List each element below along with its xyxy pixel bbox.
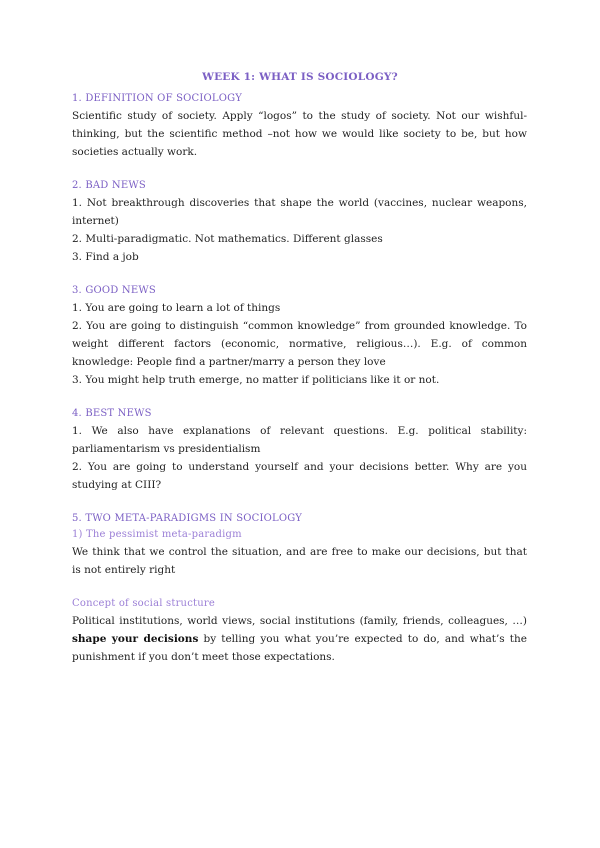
good-news-item: 3. You might help truth emerge, no matter if politicians like it or not. [72,374,440,386]
best-news-item: 2. You are going to understand yourself and your decisions better. Why are you studying at CIII? [72,461,527,491]
subheading-pessimist: 1) The pessimist meta-paradigm [72,529,242,540]
bad-news-item: 3. Find a job [72,251,139,263]
social-structure-text-start: Political institutions, world views, social institutions (family, friends, colleagues, …) [72,615,527,627]
document-body [72,91,527,666]
good-news-item: 1. You are going to learn a lot of things [72,302,281,314]
subheading-social-structure: Concept of social structure [72,598,215,609]
bad-news-item: 1. Not breakthrough discoveries that shape the world (vaccines, nuclear weapons, internet) [72,197,527,227]
best-news-item: 1. We also have explanations of relevant questions. E.g. political stability: parliamentarism vs presidentialism [72,425,527,455]
definition-text: Scientific study of society. Apply “logos” to the study of society. Not our wishful-thinking, but the scientific method –not how we would like society to be, but how societies actually work. [72,110,527,158]
good-news-item: 2. You are going to distinguish “common knowledge” from grounded knowledge. To weight different factors (economic, normative, religious…). E.g. of common knowledge: People find a partner/marry a person they love [72,320,527,368]
page-title: WEEK 1: WHAT IS SOCIOLOGY? [202,71,398,83]
pessimist-text: We think that we control the situation, and are free to make our decisions, but that is not entirely right [72,546,527,576]
heading-meta-paradigms: 5. TWO META-PARADIGMS IN SOCIOLOGY [72,513,303,524]
bad-news-item: 2. Multi-paradigmatic. Not mathematics. Different glasses [72,233,383,245]
social-structure-text-end: by telling you what you’re expected to do, and what’s the punishment if you don’t meet those expectations. [72,633,527,663]
heading-best-news: 4. BEST NEWS [72,408,152,419]
social-structure-text [72,612,527,666]
heading-definition: 1. DEFINITION OF SOCIOLOGY [72,93,242,104]
heading-good-news: 3. GOOD NEWS [72,285,156,296]
emphasis-shape-decisions: shape your decisions [72,633,199,645]
heading-bad-news: 2. BAD NEWS [72,180,146,191]
